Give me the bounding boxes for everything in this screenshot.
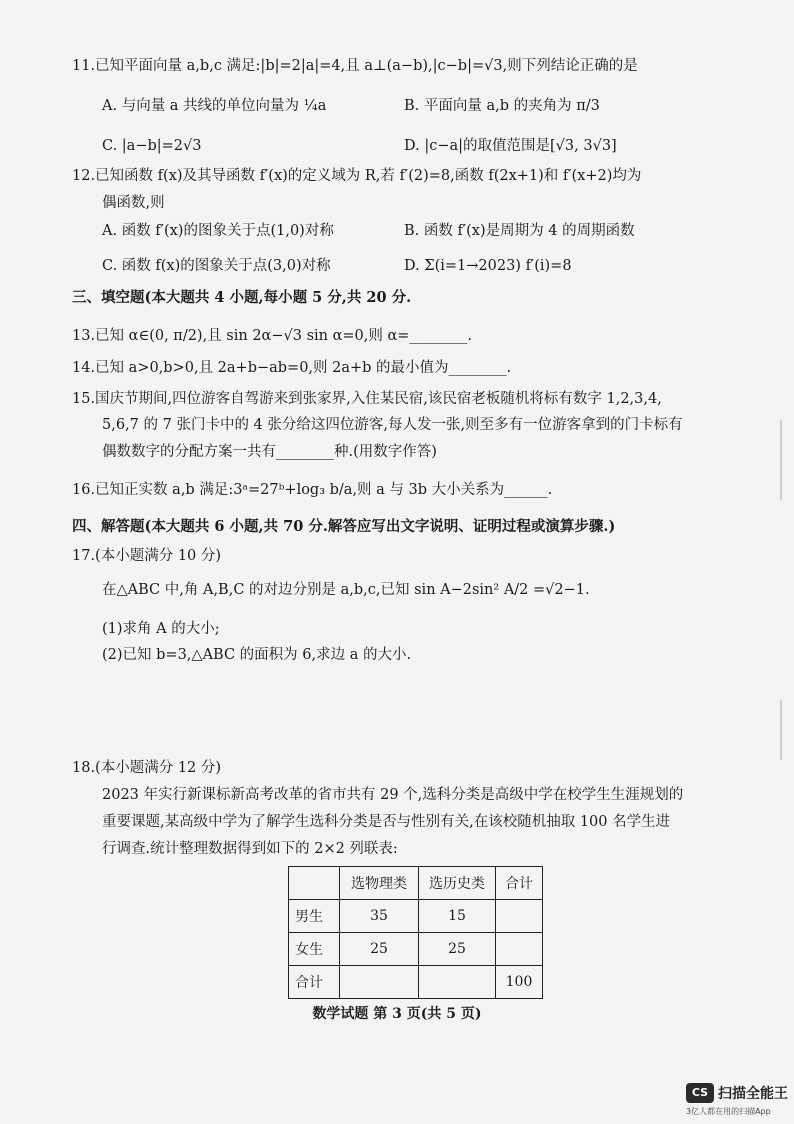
q15-line2: 5,6,7 的 7 张门卡中的 4 张分给这四位游客,每人发一张,则至多有一位游客拿到的门卡标有 xyxy=(102,417,683,433)
section4-heading: 四、解答题(本大题共 6 小题,共 70 分.解答应写出文字说明、证明过程或演算步骤.) xyxy=(72,518,616,535)
table-cell xyxy=(419,966,496,999)
q18-line3: 行调查.统计整理数据得到如下的 2×2 列联表: xyxy=(102,841,398,857)
q11-option-d: D. |c−a|的取值范围是[√3, 3√3] xyxy=(404,138,617,154)
q15-line3: 偶数数字的分配方案一共有________种.(用数字作答) xyxy=(102,444,437,460)
table-cell: 25 xyxy=(419,933,496,966)
table-cell: 25 xyxy=(340,933,419,966)
q12-option-c: C. 函数 f(x)的图象关于点(3,0)对称 xyxy=(102,258,331,274)
q17-part1: (1)求角 A 的大小; xyxy=(102,621,220,637)
q11-option-a: A. 与向量 a 共线的单位向量为 ¼a xyxy=(102,98,327,114)
q11-option-b: B. 平面向量 a,b 的夹角为 π/3 xyxy=(404,98,600,114)
table-header-cell: 选历史类 xyxy=(419,867,496,900)
table-row-label: 男生 xyxy=(289,900,340,933)
q12-option-d: D. Σ(i=1→2023) f′(i)=8 xyxy=(404,258,572,274)
contingency-table xyxy=(288,866,543,999)
q11-stem: 11.已知平面向量 a,b,c 满足:|b|=2|a|=4,且 a⊥(a−b),|c−b|=√3,则下列结论正确的是 xyxy=(72,58,638,74)
q12-stem-line1: 12.已知函数 f(x)及其导函数 f′(x)的定义域为 R,若 f′(2)=8,函数 f(2x+1)和 f′(x+2)均为 xyxy=(72,168,642,184)
q15-line1: 15.国庆节期间,四位游客自驾游来到张家界,入住某民宿,该民宿老板随机将标有数字 1,2,3,4, xyxy=(72,391,662,407)
table-header-cell: 选物理类 xyxy=(340,867,419,900)
page-edge-shadow xyxy=(780,700,782,760)
scanner-brand-name: 扫描全能王 xyxy=(718,1086,788,1102)
table-row xyxy=(289,933,543,966)
section3-heading: 三、填空题(本大题共 4 小题,每小题 5 分,共 20 分. xyxy=(72,289,412,306)
q18-line1: 2023 年实行新课标新高考改革的省市共有 29 个,选科分类是高级中学在校学生生涯规划的 xyxy=(102,787,684,803)
page-edge-shadow xyxy=(780,420,782,500)
page-footer: 数学试题 第 3 页(共 5 页) xyxy=(312,1006,482,1022)
table-cell: 100 xyxy=(496,966,543,999)
table-cell xyxy=(289,867,340,900)
q12-option-a: A. 函数 f′(x)的图象关于点(1,0)对称 xyxy=(102,223,334,239)
table-cell: 15 xyxy=(419,900,496,933)
q16: 16.已知正实数 a,b 满足:3ᵃ=27ᵇ+log₃ b/a,则 a 与 3b 大小关系为______. xyxy=(72,482,553,498)
q11-option-c: C. |a−b|=2√3 xyxy=(102,138,202,154)
q17-stem: 在△ABC 中,角 A,B,C 的对边分别是 a,b,c,已知 sin A−2sin² A/2 =√2−1. xyxy=(102,582,590,598)
table-row-label: 合计 xyxy=(289,966,340,999)
table-row xyxy=(289,966,543,999)
q17-part2: (2)已知 b=3,△ABC 的面积为 6,求边 a 的大小. xyxy=(102,647,412,663)
q13: 13.已知 α∈(0, π/2),且 sin 2α−√3 sin α=0,则 α=________. xyxy=(72,328,473,344)
q17-heading: 17.(本小题满分 10 分) xyxy=(72,548,222,564)
table-cell xyxy=(340,966,419,999)
table-cell xyxy=(496,933,543,966)
table-cell xyxy=(496,900,543,933)
table-row xyxy=(289,900,543,933)
table-row-label: 女生 xyxy=(289,933,340,966)
q12-option-b: B. 函数 f′(x)是周期为 4 的周期函数 xyxy=(404,223,635,239)
table-cell: 35 xyxy=(340,900,419,933)
q18-line2: 重要课题,某高级中学为了解学生选科分类是否与性别有关,在该校随机抽取 100 名学生进 xyxy=(102,814,671,830)
q14: 14.已知 a>0,b>0,且 2a+b−ab=0,则 2a+b 的最小值为________. xyxy=(72,360,512,376)
q18-heading: 18.(本小题满分 12 分) xyxy=(72,760,222,776)
scanner-logo-icon: CS xyxy=(686,1083,714,1103)
table-header-row xyxy=(289,867,543,900)
table-header-cell: 合计 xyxy=(496,867,543,900)
scanner-brand-tagline: 3亿人都在用的扫描App xyxy=(686,1107,771,1116)
q12-stem-line2: 偶函数,则 xyxy=(102,195,165,211)
